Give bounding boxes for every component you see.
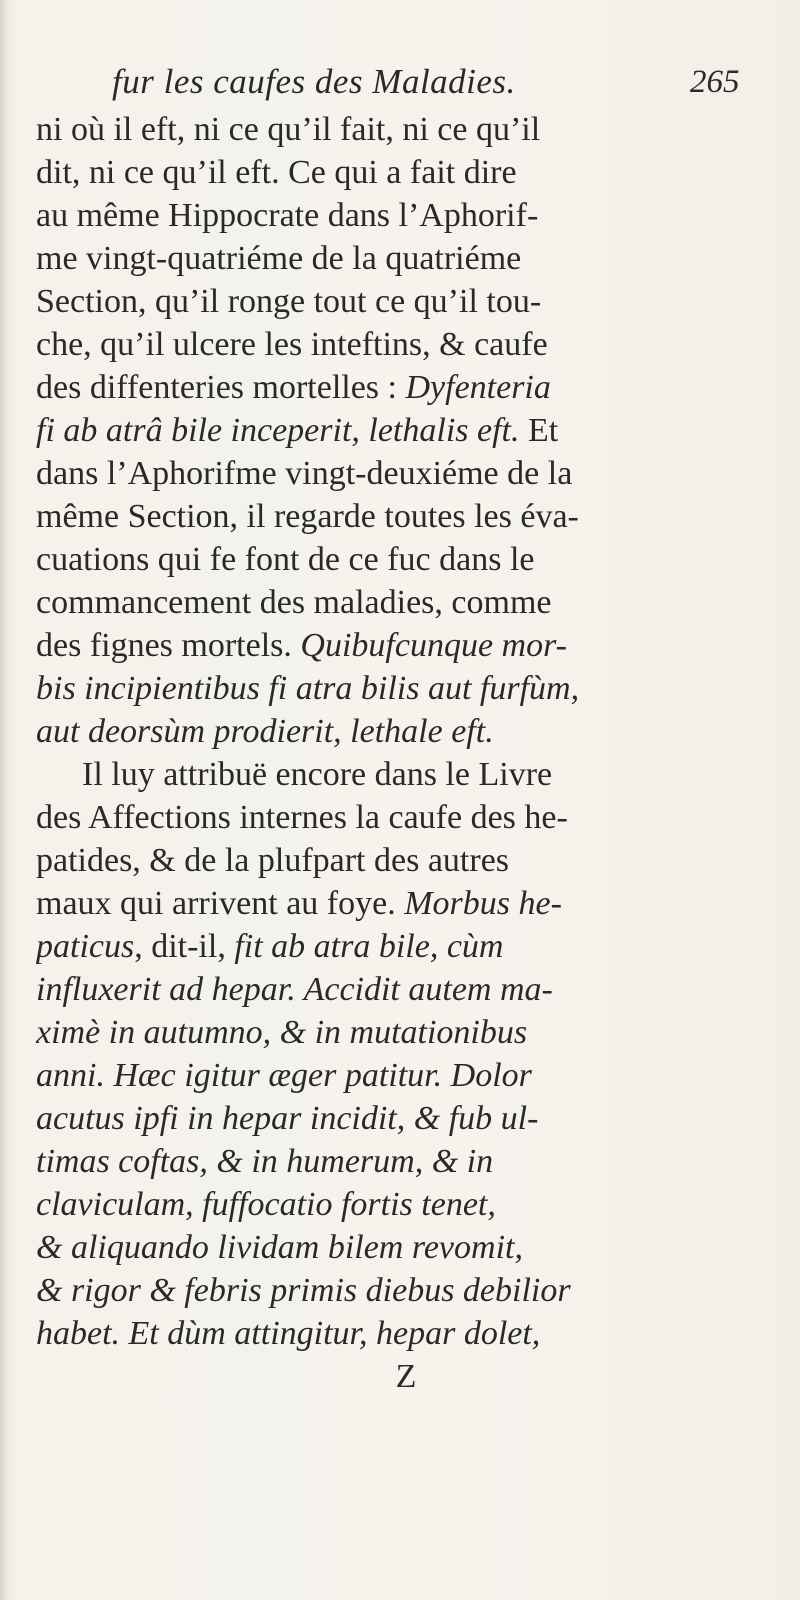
text-run: dit, ni ce qu’il eft. Ce qui a fait dire (36, 154, 517, 191)
italic-text-run: anni. Hæc igitur æger patitur. Dolor (36, 1057, 532, 1094)
text-run: au même Hippocrate dans l’Aphorif- (36, 197, 539, 234)
text-line (36, 667, 776, 710)
text-line (36, 538, 776, 581)
text-run: Il luy attribuë encore dans le Livre (82, 756, 553, 793)
italic-text-run: acutus ipfi in hepar incidit, & fub ul- (36, 1100, 539, 1137)
italic-text-run: aut deorsùm prodierit, lethale eft. (36, 713, 494, 750)
text-line (36, 1226, 776, 1269)
text-line (36, 1054, 776, 1097)
italic-text-run: & rigor & febris primis diebus debilior (36, 1272, 571, 1309)
italic-text-run: fi ab atrâ bile inceperit, lethalis eft. (36, 412, 520, 449)
text-line (36, 194, 776, 237)
text-run: cuations qui fe font de ce fuc dans le (36, 541, 535, 578)
text-line (36, 581, 776, 624)
italic-text-run: Dyfenteria (405, 369, 551, 406)
page-gutter-edge (0, 0, 8, 1600)
text-line (36, 1312, 776, 1355)
text-line (36, 237, 776, 280)
text-line (36, 1183, 776, 1226)
signature-mark: Z (395, 1358, 417, 1395)
text-line (36, 366, 776, 409)
text-run: des Affections internes la caufe des he- (36, 799, 568, 836)
signature-mark-line (36, 1355, 776, 1401)
text-line (36, 452, 776, 495)
italic-text-run: timas coftas, & in humerum, & in (36, 1143, 494, 1180)
body-text (36, 108, 776, 1401)
text-run: des diffenteries mortelles : (36, 369, 406, 406)
text-run: Section, qu’il ronge tout ce qu’il tou- (36, 283, 542, 320)
text-run: me vingt-quatriéme de la quatriéme (36, 240, 522, 277)
italic-text-run: claviculam, fuffocatio fortis tenet, (36, 1186, 496, 1223)
text-line (36, 151, 776, 194)
text-line (36, 968, 776, 1011)
text-run: maux qui arrivent au foye. (36, 885, 405, 922)
text-run: , dit-il, (134, 928, 235, 965)
text-run: dans l’Aphorifme vingt-deuxiéme de la (36, 455, 573, 492)
text-run: des fignes mortels. (36, 627, 301, 664)
text-line (36, 925, 776, 968)
italic-text-run: paticus (36, 928, 135, 965)
text-line (36, 753, 776, 796)
text-run: même Section, il regarde toutes les éva- (36, 498, 579, 535)
italic-text-run: ximè in autumno, & in mutationibus (36, 1014, 528, 1051)
italic-text-run: bis incipientibus fi atra bilis aut furfùm, (36, 670, 580, 707)
text-run: ni où il eft, ni ce qu’il fait, ni ce qu’il (36, 111, 541, 148)
text-line (36, 1269, 776, 1312)
text-line (36, 409, 776, 452)
text-line (36, 882, 776, 925)
text-line (36, 108, 776, 151)
text-line (36, 1097, 776, 1140)
italic-text-run: fit ab atra bile, cùm (234, 928, 504, 965)
text-line (36, 1011, 776, 1054)
text-line (36, 280, 776, 323)
italic-text-run: Quibufcunque mor- (300, 627, 567, 664)
page-number: 265 (690, 64, 740, 100)
text-line (36, 495, 776, 538)
text-line (36, 839, 776, 882)
italic-text-run: influxerit ad hepar. Accidit autem ma- (36, 971, 553, 1008)
text-run: commancement des maladies, comme (36, 584, 552, 621)
text-line (36, 710, 776, 753)
text-line (36, 624, 776, 667)
text-run: patides, & de la plufpart des autres (36, 842, 510, 879)
italic-text-run: & aliquando lividam bilem revomit, (36, 1229, 523, 1266)
text-line (36, 323, 776, 366)
text-line (36, 1140, 776, 1183)
italic-text-run: Morbus he- (404, 885, 562, 922)
text-run: che, qu’il ulcere les inteftins, & caufe (36, 326, 548, 363)
text-run: Et (519, 412, 559, 449)
running-head: fur les caufes des Maladies. (112, 62, 516, 101)
text-line (36, 796, 776, 839)
page-header (0, 62, 800, 102)
italic-text-run: habet. Et dùm attingitur, hepar dolet, (36, 1315, 541, 1352)
